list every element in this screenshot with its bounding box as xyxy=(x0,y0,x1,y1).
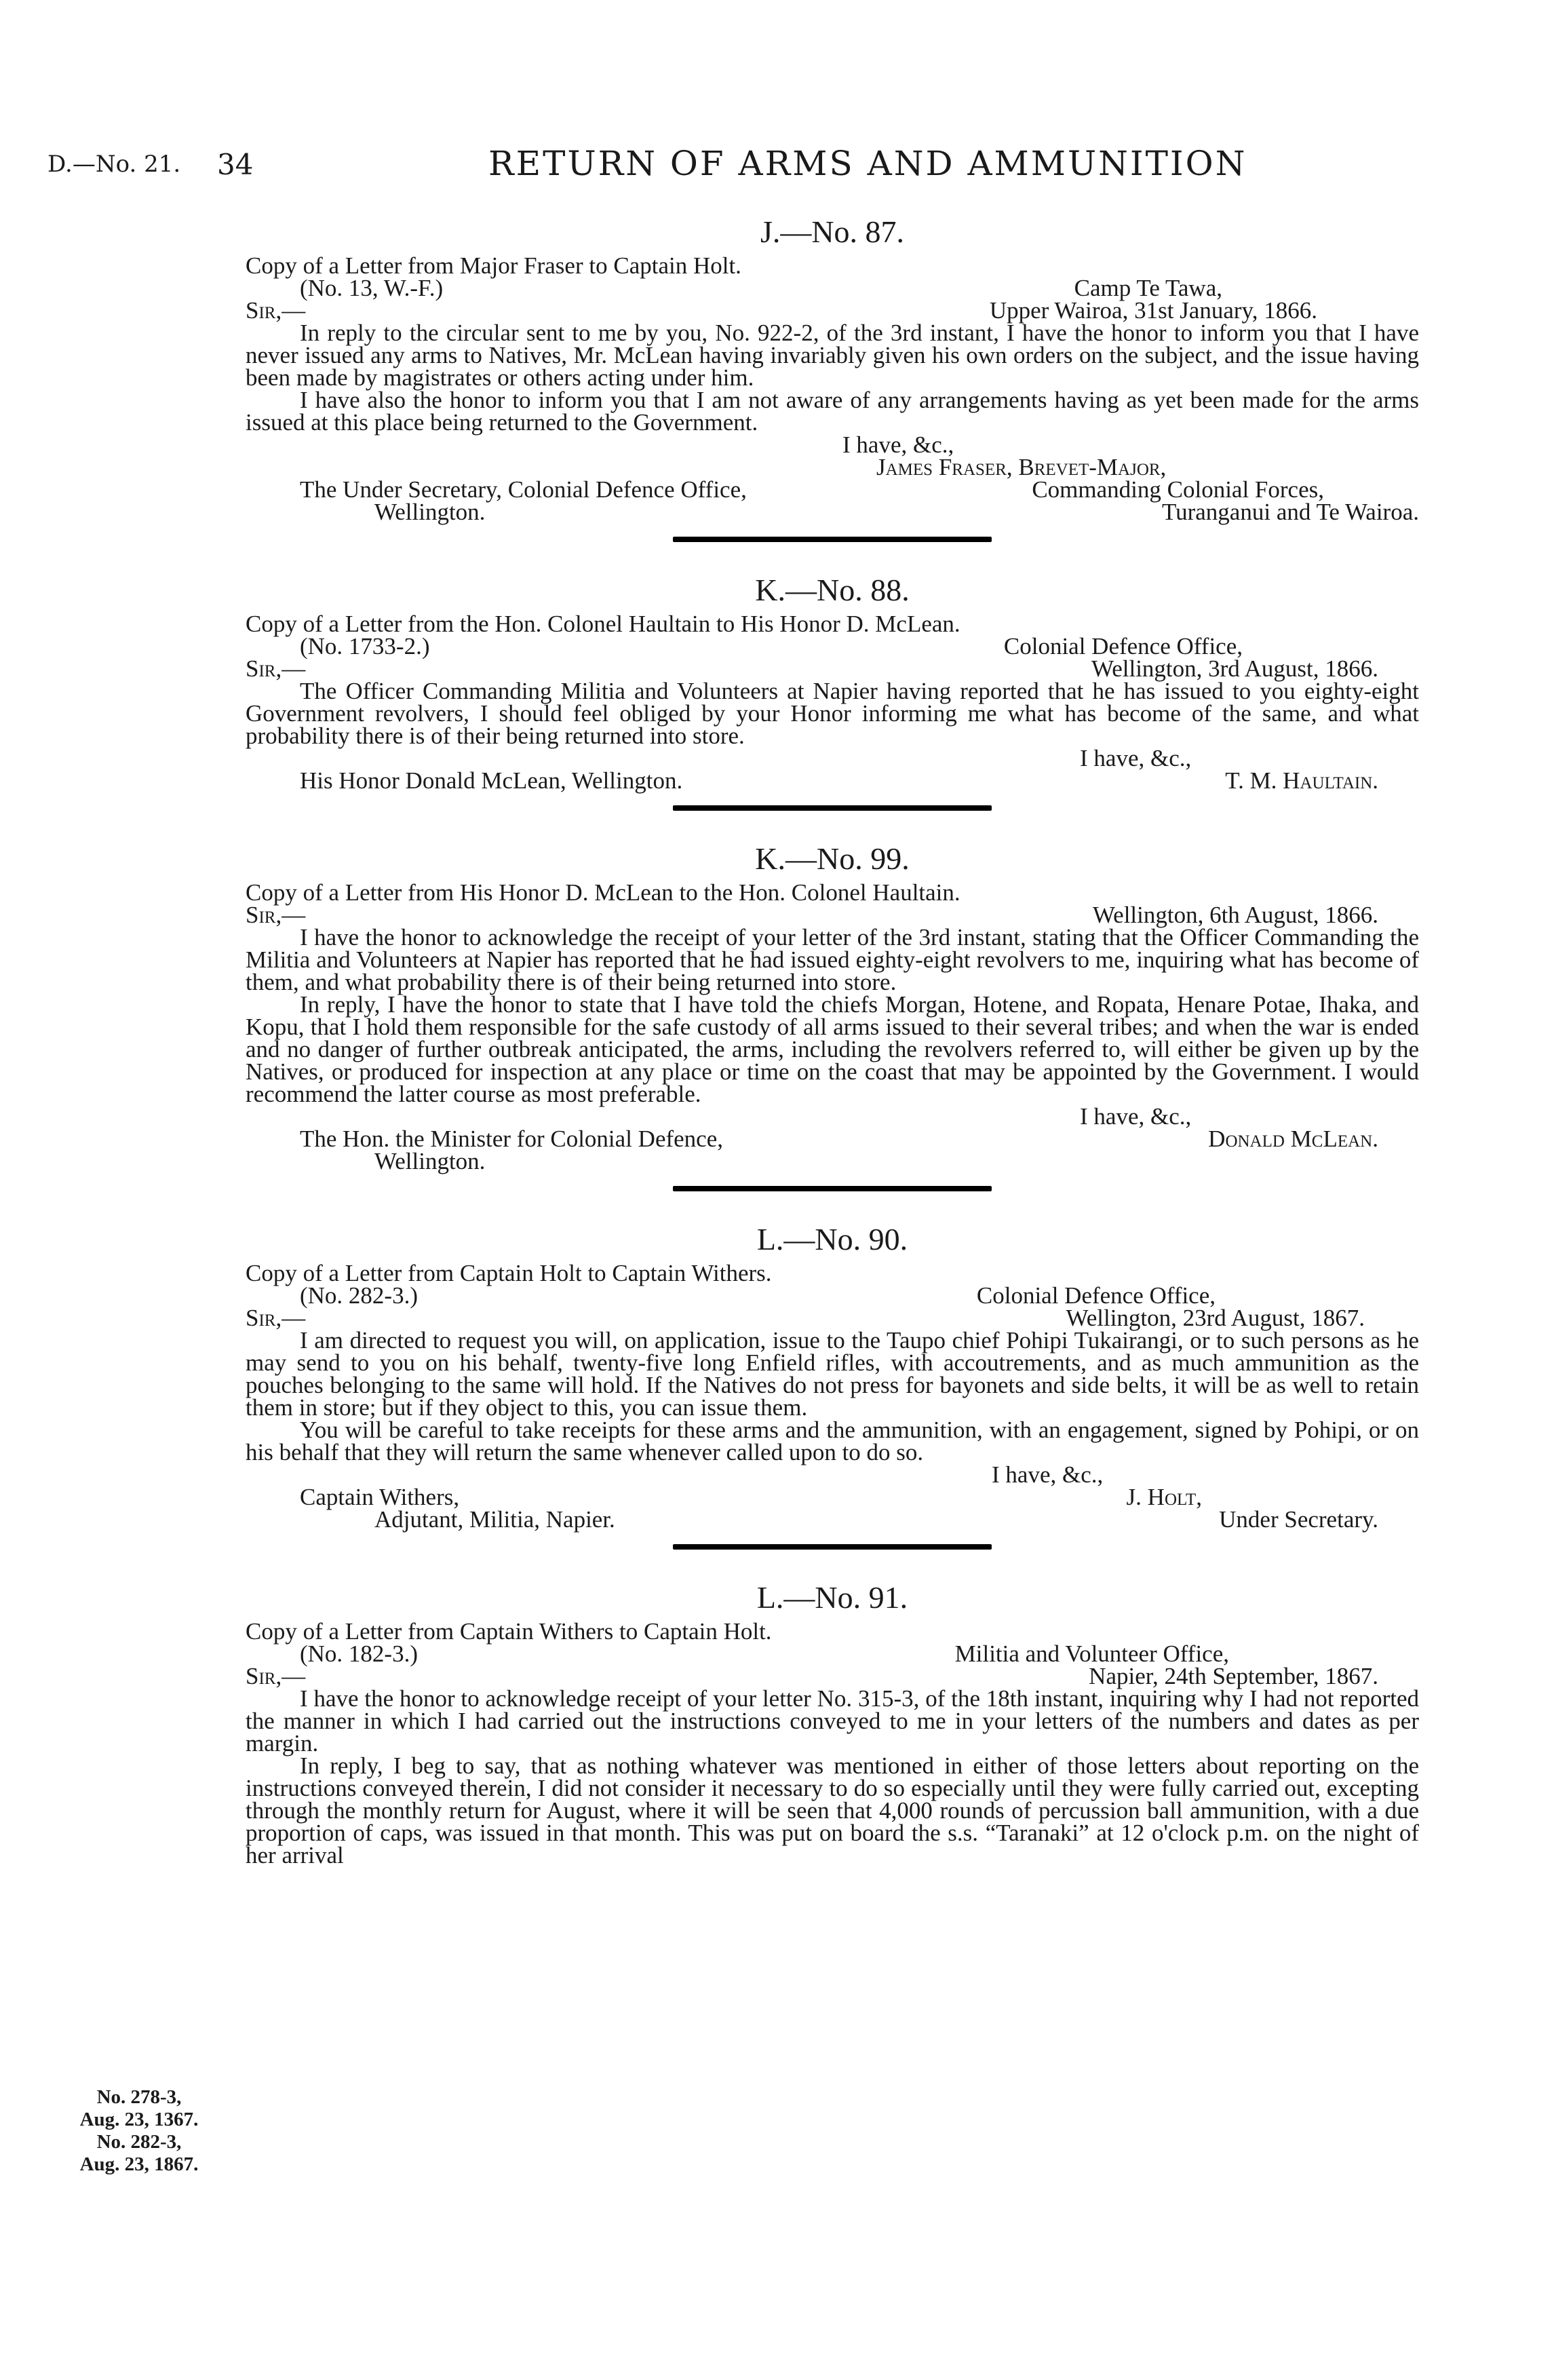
letter-date: Wellington, 3rd August, 1866. xyxy=(1091,655,1378,682)
letter-addressee: His Honor Donald McLean, Wellington. xyxy=(300,767,683,794)
page-number: 34 xyxy=(217,148,254,181)
section-divider xyxy=(673,805,992,811)
letter-heading: K.—No. 99. xyxy=(755,841,910,876)
letter-subtitle: Copy of a Letter from Captain Withers to Captain Holt. xyxy=(246,1618,772,1645)
section-divider xyxy=(673,537,992,542)
letter-addressee: The Hon. the Minister for Colonial Defence, xyxy=(300,1126,723,1152)
letter-addressee: Adjutant, Militia, Napier. xyxy=(374,1506,615,1533)
letter-ref: (No. 282-3.) xyxy=(300,1282,418,1309)
letter-signature: James Fraser, Brevet-Major, xyxy=(876,454,1167,480)
letter-heading: K.—No. 88. xyxy=(755,573,910,607)
margin-note: No. 282-3, xyxy=(96,2131,182,2153)
paper-reference: D.—No. 21. xyxy=(47,151,181,178)
margin-note: Aug. 23, 1867. xyxy=(79,2153,199,2175)
letter-paragraph: The Officer Commanding Militia and Volunteers at Napier having reported that he has issued to you eighty-eight Government revolvers, I should feel obliged by your Honor informing me what has become of the same, and what probability there is of their being returned into store. xyxy=(246,678,1419,749)
letter-addressee: Wellington. xyxy=(374,1148,486,1174)
letter-closing: I have, &c., xyxy=(1080,1103,1192,1130)
signature-title: Turanganui and Te Wairoa. xyxy=(1161,499,1419,525)
letter-date: Napier, 24th September, 1867. xyxy=(1089,1663,1378,1689)
letter-salutation: Sir,— xyxy=(246,655,306,682)
signature-title: Commanding Colonial Forces, xyxy=(1032,476,1324,503)
letter-l-91 xyxy=(246,1579,1419,1866)
letter-heading: L.—No. 91. xyxy=(756,1580,908,1615)
letter-signature: T. M. Haultain. xyxy=(1225,767,1378,794)
letter-addressee: The Under Secretary, Colonial Defence Office, xyxy=(300,476,747,503)
letter-k-88 xyxy=(246,572,1419,811)
margin-note: No. 278-3, xyxy=(96,2086,182,2108)
letter-date: Wellington, 6th August, 1866. xyxy=(1092,902,1378,928)
section-divider xyxy=(673,1186,992,1191)
letter-paragraph: In reply to the circular sent to me by you, No. 922-2, of the 3rd instant, I have the honor to inform you that I have never issued any arms to Natives, Mr. McLean having invariably given his own orders on the subject, and the issue having been made by magistrates or others acting under him. xyxy=(246,320,1419,391)
letter-heading: J.—No. 87. xyxy=(760,214,905,249)
letter-paragraph: In reply, I beg to say, that as nothing whatever was mentioned in either of those letters about reporting on the instructions conveyed therein, I did not consider it necessary to do so especially until they were fully carried out, excepting through the monthly return for August, where it will be seen that 4,000 rounds of percussion ball ammunition, with a due proportion of caps, was issued in that month. This was put on board the s.s. “Taranaki” at 12 o'clock p.m. on the night of her arrival xyxy=(246,1752,1419,1868)
letter-ref: (No. 1733-2.) xyxy=(300,633,430,659)
letter-place: Colonial Defence Office, xyxy=(1003,633,1243,659)
letter-paragraph: I have also the honor to inform you that I am not aware of any arrangements having as yet been made for the arms issued at this place being returned to the Government. xyxy=(246,387,1419,436)
letter-j-87 xyxy=(246,214,1419,542)
letter-closing: I have, &c., xyxy=(1080,745,1192,771)
letter-ref: (No. 182-3.) xyxy=(300,1640,418,1667)
letter-subtitle: Copy of a Letter from Major Fraser to Captain Holt. xyxy=(246,252,741,279)
letter-salutation: Sir,— xyxy=(246,902,306,928)
section-divider xyxy=(673,1544,992,1550)
letter-paragraph: In reply, I have the honor to state that I have told the chiefs Morgan, Hotene, and Ropata, Henare Potae, Ihaka, and Kopu, that I hold them responsible for the safe custody of all arms issued to their several tribes; and when the war is ended and no danger of further outbreak anticipated, the arms, including the revolvers referred to, will either be given up by the Natives, or produced for inspection at any place or time on the coast that may be appointed by the Government. I would recommend the latter course as most preferable. xyxy=(246,991,1419,1107)
letter-salutation: Sir,— xyxy=(246,1305,306,1331)
letter-subtitle: Copy of a Letter from Captain Holt to Captain Withers. xyxy=(246,1260,772,1286)
letter-place: Camp Te Tawa, xyxy=(1074,275,1222,301)
letter-subtitle: Copy of a Letter from the Hon. Colonel Haultain to His Honor D. McLean. xyxy=(246,611,960,637)
letter-addressee: Wellington. xyxy=(374,499,486,525)
letter-date: Upper Wairoa, 31st January, 1866. xyxy=(989,297,1317,324)
letter-ref: (No. 13, W.-F.) xyxy=(300,275,444,301)
letter-k-99 xyxy=(246,841,1419,1191)
signature-title: Under Secretary. xyxy=(1219,1506,1378,1533)
letter-paragraph: I am directed to request you will, on application, issue to the Taupo chief Pohipi Tukairangi, or to such persons as he may send to you on his behalf, twenty-five long Enfield rifles, with accoutrements, and as much ammunition as the pouches belonging to the same will hold. If the Natives do not press for bayonets and side belts, it will be as well to retain them in store; but if they object to this, you can issue them. xyxy=(246,1327,1419,1421)
letter-signature: Donald McLean. xyxy=(1208,1126,1378,1152)
letter-paragraph: I have the honor to acknowledge receipt of your letter No. 315-3, of the 18th instant, inquiring why I had not reported the manner in which I had carried out the instructions conveyed to me in your letters of the numbers and dates as per margin. xyxy=(246,1685,1419,1757)
letter-closing: I have, &c., xyxy=(992,1461,1104,1488)
letter-paragraph: You will be careful to take receipts for these arms and the ammunition, with an engagement, signed by Pohipi, or on his behalf that they will return the same whenever called upon to do so. xyxy=(246,1417,1419,1465)
letter-date: Wellington, 23rd August, 1867. xyxy=(1066,1305,1365,1331)
letter-subtitle: Copy of a Letter from His Honor D. McLean to the Hon. Colonel Haultain. xyxy=(246,879,960,906)
letter-salutation: Sir,— xyxy=(246,1663,306,1689)
letter-place: Colonial Defence Office, xyxy=(976,1282,1216,1309)
letter-heading: L.—No. 90. xyxy=(756,1222,908,1256)
letter-place: Militia and Volunteer Office, xyxy=(954,1640,1229,1667)
letter-salutation: Sir,— xyxy=(246,297,306,324)
page-title: RETURN OF ARMS AND AMMUNITION xyxy=(488,144,1247,183)
letter-closing: I have, &c., xyxy=(842,431,954,458)
letters-column xyxy=(246,214,1419,1866)
letter-addressee: Captain Withers, xyxy=(300,1484,460,1510)
margin-notes xyxy=(47,2086,231,2176)
letter-l-90 xyxy=(246,1221,1419,1550)
margin-note: Aug. 23, 1367. xyxy=(79,2109,199,2130)
letter-paragraph: I have the honor to acknowledge the receipt of your letter of the 3rd instant, stating that the Officer Commanding the Militia and Volunteers at Napier has reported that he had issued eighty-eight revolvers to me, inquiring what has become of them, and what probability there is of their being returned into store. xyxy=(246,924,1419,995)
letter-signature: J. Holt, xyxy=(1126,1484,1202,1510)
